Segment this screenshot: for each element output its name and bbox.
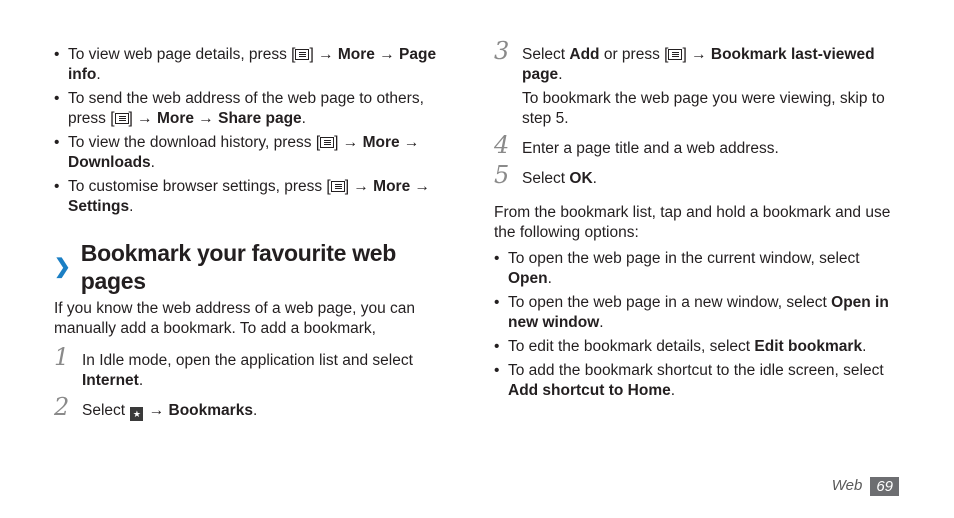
step-number: 2 [54,393,70,421]
menu-key-icon [295,49,309,60]
step-1: 1 In Idle mode, open the application list and select Internet. [54,343,413,389]
list-item: • To edit the bookmark details, select Edit bookmark. [494,337,894,357]
section-heading [54,239,444,295]
options-paragraph: From the bookmark list, tap and hold a bookmark and use the following options: [494,204,891,241]
section-title: Bookmark your favourite web pages [80,240,397,294]
step-4: 4 Enter a page title and a web address. [494,131,779,159]
step-3: 3 Select Add or press [ ] → Bookmark last-viewed page. To bookmark the web page you were viewing, skip to step 5. [494,45,894,129]
list-item: • To send the web address of the web page to others, press [ ] → More → Share page. [54,89,444,129]
step-number: 5 [494,161,510,189]
list-item: • To open the web page in a new window, select Open in new window. [494,293,894,333]
footer-section-label: Web [831,477,863,494]
step-number: 3 [494,37,510,65]
step-5: 5 Select OK. [494,161,597,189]
page-footer [832,476,899,496]
list-item: • To open the web page in the current window, select Open. [494,249,894,289]
step-number: 4 [494,131,510,159]
right-column [494,37,894,405]
browser-options-list [54,45,444,217]
menu-key-icon [668,49,682,60]
step-number: 1 [54,343,70,371]
chevron-right-icon: ❯ [54,256,71,278]
intro-paragraph: If you know the web address of a web page, you can manually add a bookmark. To add a bookmark, [54,300,416,337]
list-item: • To customise browser settings, press [ ] → More → Settings. [54,177,444,217]
menu-key-icon [115,113,129,124]
menu-key-icon [331,181,345,192]
menu-key-icon [320,137,334,148]
list-item: • To view the download history, press [ ] → More → Downloads. [54,133,444,173]
list-item: • To add the bookmark shortcut to the idle screen, select Add shortcut to Home. [494,361,894,401]
step-2: 2 Select ★ → Bookmarks. [54,393,258,421]
bookmark-star-icon: ★ [130,407,143,421]
page-number: 69 [870,477,899,496]
list-item: • To view web page details, press [ ] → More → Page info. [54,45,444,85]
step-note: To bookmark the web page you were viewing, skip to step 5. [522,90,885,127]
bookmark-options-list [494,249,894,401]
left-column [54,45,444,421]
